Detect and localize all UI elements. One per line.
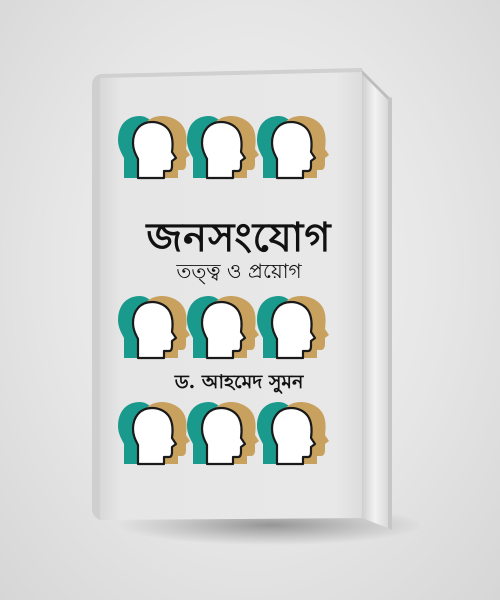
head-profile-icon [118, 116, 190, 178]
head-profile-icon [257, 296, 329, 358]
book-subtitle: তত্ত্ব ও প্রয়োগ [176, 259, 302, 283]
book-spine [92, 74, 100, 520]
book-pages [362, 70, 388, 528]
head-profile-icon [187, 116, 259, 178]
head-profile-icon [257, 116, 329, 178]
head-profile-icon [187, 402, 259, 464]
head-profile-icon [118, 296, 190, 358]
head-profile-icon [187, 296, 259, 358]
head-profile-icon [118, 402, 190, 464]
book-author: ড. আহমেদ সুমন [174, 371, 304, 393]
head-profile-icon [257, 402, 329, 464]
book-title: জনসংযোগ [146, 214, 332, 261]
